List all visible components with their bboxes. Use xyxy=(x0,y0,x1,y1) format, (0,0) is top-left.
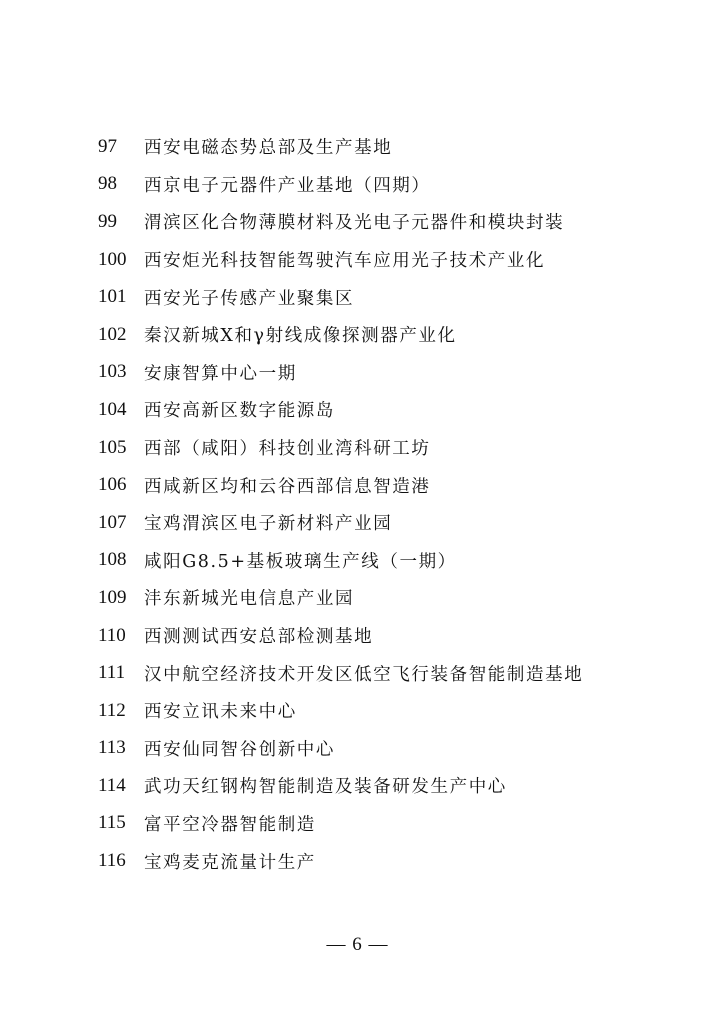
item-name: 安康智算中心一期 xyxy=(144,363,297,384)
item-name: 西安立讯未来中心 xyxy=(144,702,297,723)
item-name: 宝鸡麦克流量计生产 xyxy=(144,852,316,873)
item-name: 宝鸡渭滨区电子新材料产业园 xyxy=(144,514,393,535)
item-number: 112 xyxy=(98,699,126,721)
list-item xyxy=(98,504,583,542)
item-number: 110 xyxy=(98,624,126,646)
item-name: 西部（咸阳）科技创业湾科研工坊 xyxy=(144,439,431,460)
item-number: 98 xyxy=(98,173,117,195)
item-name: 咸阳G8.5+基板玻璃生产线（一期） xyxy=(144,551,457,572)
item-number: 108 xyxy=(98,549,127,571)
item-name: 西测测试西安总部检测基地 xyxy=(144,627,374,648)
page-number: — 6 — xyxy=(326,934,389,955)
item-number: 107 xyxy=(98,511,127,533)
list-item xyxy=(98,730,583,768)
item-number: 104 xyxy=(98,398,127,420)
list-item xyxy=(98,429,583,467)
list-item xyxy=(98,278,583,316)
item-name: 西京电子元器件产业基地（四期） xyxy=(144,175,431,196)
item-number: 116 xyxy=(98,850,126,872)
list-item xyxy=(98,316,583,354)
item-name: 西安仙同智谷创新中心 xyxy=(144,739,335,760)
list-item xyxy=(98,579,583,617)
list-item xyxy=(98,166,583,204)
item-name: 富平空冷器智能制造 xyxy=(144,814,316,835)
item-name: 秦汉新城X和γ射线成像探测器产业化 xyxy=(144,326,457,347)
list-item xyxy=(98,617,583,655)
list-item xyxy=(98,654,583,692)
list-item xyxy=(98,842,583,880)
list-item xyxy=(98,354,583,392)
list-item xyxy=(98,542,583,580)
item-number: 97 xyxy=(98,135,117,157)
list-item xyxy=(98,203,583,241)
item-number: 111 xyxy=(98,662,126,684)
item-number: 100 xyxy=(98,248,127,270)
item-name: 汉中航空经济技术开发区低空飞行装备智能制造基地 xyxy=(144,664,584,685)
item-number: 105 xyxy=(98,436,127,458)
list-item xyxy=(98,241,583,279)
item-name: 西安高新区数字能源岛 xyxy=(144,401,335,422)
item-number: 106 xyxy=(98,474,127,496)
list-item xyxy=(98,128,583,166)
list-item xyxy=(98,767,583,805)
list-item xyxy=(98,391,583,429)
item-number: 101 xyxy=(98,286,127,308)
list-item xyxy=(98,466,583,504)
list-item xyxy=(98,692,583,730)
item-number: 102 xyxy=(98,323,127,345)
item-name: 西安炬光科技智能驾驶汽车应用光子技术产业化 xyxy=(144,251,546,272)
item-number: 103 xyxy=(98,361,127,383)
project-list xyxy=(98,128,583,880)
item-name: 武功天红钢构智能制造及装备研发生产中心 xyxy=(144,777,507,798)
item-number: 99 xyxy=(98,210,117,232)
item-number: 109 xyxy=(98,586,127,608)
item-number: 115 xyxy=(98,812,126,834)
item-number: 113 xyxy=(98,737,126,759)
item-name: 西安电磁态势总部及生产基地 xyxy=(144,138,393,159)
item-name: 沣东新城光电信息产业园 xyxy=(144,589,355,610)
item-name: 渭滨区化合物薄膜材料及光电子元器件和模块封装 xyxy=(144,213,565,234)
item-number: 114 xyxy=(98,774,126,796)
item-name: 西咸新区均和云谷西部信息智造港 xyxy=(144,476,431,497)
list-item xyxy=(98,805,583,843)
item-name: 西安光子传感产业聚集区 xyxy=(144,288,355,309)
